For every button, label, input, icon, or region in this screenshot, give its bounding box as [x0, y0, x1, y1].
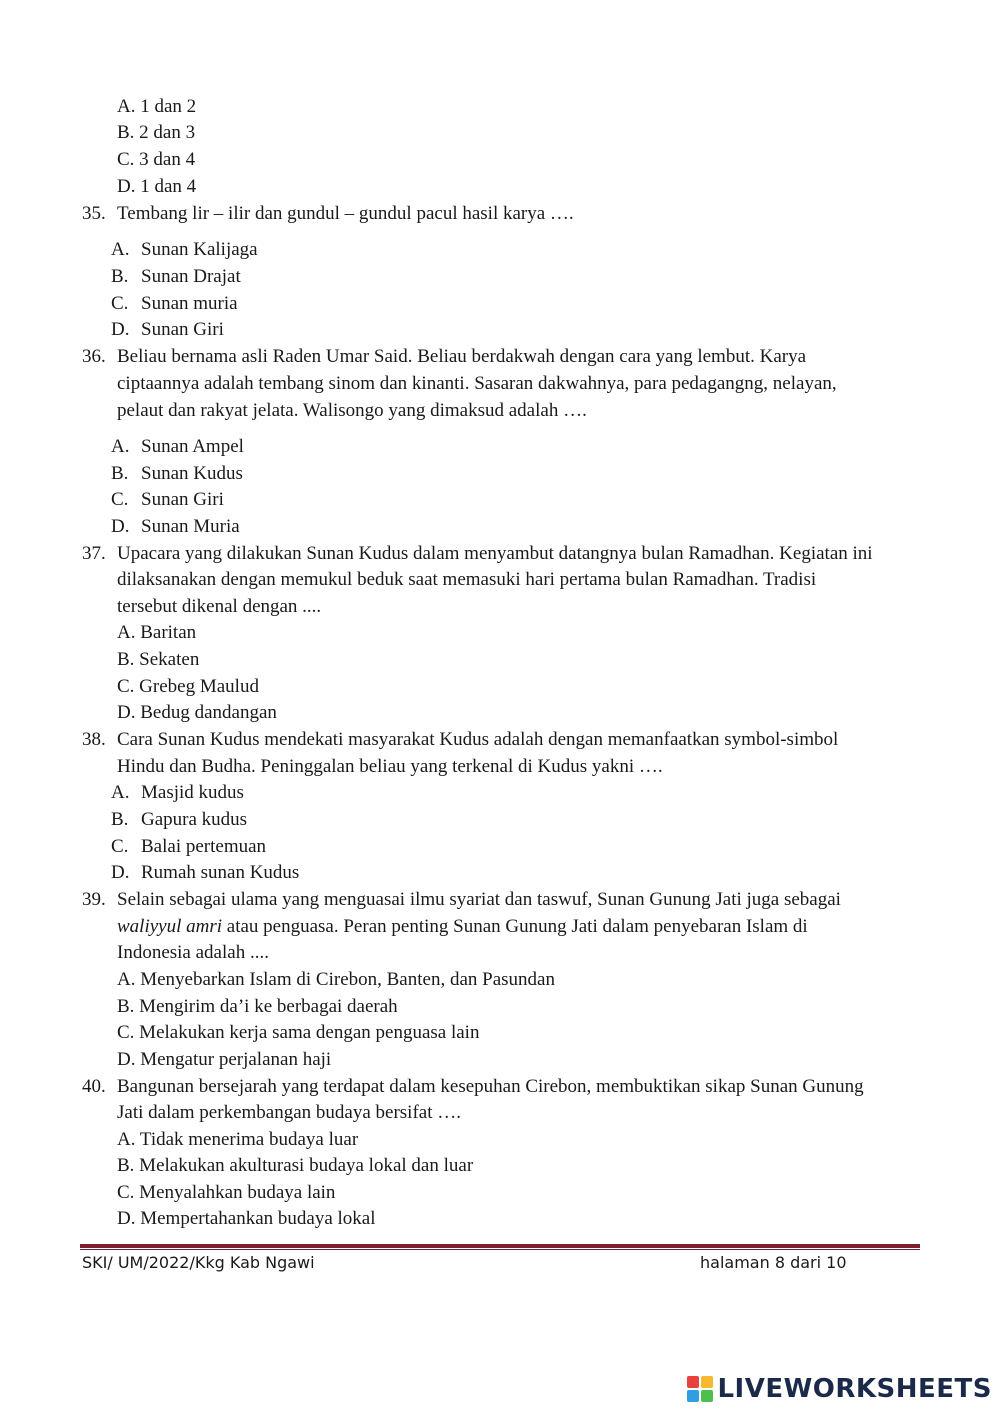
q35-option-d: D. Sunan Giri — [111, 319, 224, 340]
q38-option-d: D. Rumah sunan Kudus — [111, 862, 300, 883]
question-text: pelaut dan rakyat jelata. Walisongo yang dimaksud adalah …. — [117, 400, 587, 421]
q37-option-d: D. Bedug dandangan — [117, 702, 277, 723]
q34-option-a: A. 1 dan 2 — [117, 96, 197, 117]
liveworksheets-logo-icon — [687, 1376, 713, 1402]
question-number: 36. — [82, 346, 106, 367]
q40-option-a: A. Tidak menerima budaya luar — [117, 1129, 359, 1150]
question-text: dilaksanakan dengan memukul beduk saat memasuki hari pertama bulan Ramadhan. Tradisi — [117, 569, 817, 590]
q36-option-d: D. Sunan Muria — [111, 516, 240, 537]
question-text: waliyyul amri atau penguasa. Peran penting Sunan Gunung Jati dalam penyebaran Islam di — [117, 916, 808, 937]
q39-option-d: D. Mengatur perjalanan haji — [117, 1049, 332, 1070]
question-text: Tembang lir – ilir dan gundul – gundul pacul hasil karya …. — [117, 203, 574, 224]
question-text: Selain sebagai ulama yang menguasai ilmu syariat dan taswuf, Sunan Gunung Jati juga sebagai — [117, 889, 841, 910]
q34-option-d: D. 1 dan 4 — [117, 176, 197, 197]
q35-option-c: C. Sunan muria — [111, 293, 238, 314]
q34-option-c: C. 3 dan 4 — [117, 149, 196, 170]
question-number: 37. — [82, 543, 106, 564]
q39-option-b: B. Mengirim da’i ke berbagai daerah — [117, 996, 398, 1017]
question-text: Beliau bernama asli Raden Umar Said. Beliau berdakwah dengan cara yang lembut. Karya — [117, 346, 807, 367]
q40-option-b: B. Melakukan akulturasi budaya lokal dan luar — [117, 1155, 474, 1176]
q38-option-c: C. Balai pertemuan — [111, 836, 267, 857]
question-text: Hindu dan Budha. Peninggalan beliau yang terkenal di Kudus yakni …. — [117, 756, 663, 777]
q40-option-d: D. Mempertahankan budaya lokal — [117, 1208, 376, 1229]
q39-option-a: A. Menyebarkan Islam di Cirebon, Banten, dan Pasundan — [117, 969, 555, 990]
q36-option-a: A. Sunan Ampel — [111, 436, 244, 457]
footer-divider-thin — [80, 1249, 920, 1250]
q38-option-a: A. Masjid kudus — [111, 782, 244, 803]
footer-divider — [80, 1244, 920, 1248]
brand-name: LIVEWORKSHEETS — [717, 1374, 992, 1404]
question-text: Bangunan bersejarah yang terdapat dalam kesepuhan Cirebon, membuktikan sikap Sunan Gunung — [117, 1076, 864, 1097]
question-number: 35. — [82, 203, 106, 224]
footer-page-number: halaman 8 dari 10 — [700, 1253, 847, 1272]
q34-option-b: B. 2 dan 3 — [117, 122, 196, 143]
question-number: 40. — [82, 1076, 106, 1097]
q40-option-c: C. Menyalahkan budaya lain — [117, 1182, 336, 1203]
question-text: tersebut dikenal dengan .... — [117, 596, 322, 617]
question-text: Upacara yang dilakukan Sunan Kudus dalam menyambut datangnya bulan Ramadhan. Kegiatan ini — [117, 543, 873, 564]
q37-option-b: B. Sekaten — [117, 649, 200, 670]
question-text: Jati dalam perkembangan budaya bersifat …. — [117, 1102, 461, 1123]
q35-option-b: B. Sunan Drajat — [111, 266, 241, 287]
q37-option-a: A. Baritan — [117, 622, 197, 643]
q36-option-c: C. Sunan Giri — [111, 489, 224, 510]
question-number: 38. — [82, 729, 106, 750]
footer-document-code: SKI/ UM/2022/Kkg Kab Ngawi — [82, 1253, 315, 1272]
question-number: 39. — [82, 889, 106, 910]
question-text: Cara Sunan Kudus mendekati masyarakat Kudus adalah dengan memanfaatkan symbol-simbol — [117, 729, 839, 750]
q35-option-a: A. Sunan Kalijaga — [111, 239, 258, 260]
question-text: Indonesia adalah .... — [117, 942, 269, 963]
q39-option-c: C. Melakukan kerja sama dengan penguasa lain — [117, 1022, 480, 1043]
liveworksheets-logo[interactable] — [687, 1374, 992, 1404]
question-text: ciptaannya adalah tembang sinom dan kinanti. Sasaran dakwahnya, para pedagangng, nelayan, — [117, 373, 837, 394]
q38-option-b: B. Gapura kudus — [111, 809, 248, 830]
q37-option-c: C. Grebeg Maulud — [117, 676, 259, 697]
q36-option-b: B. Sunan Kudus — [111, 463, 243, 484]
